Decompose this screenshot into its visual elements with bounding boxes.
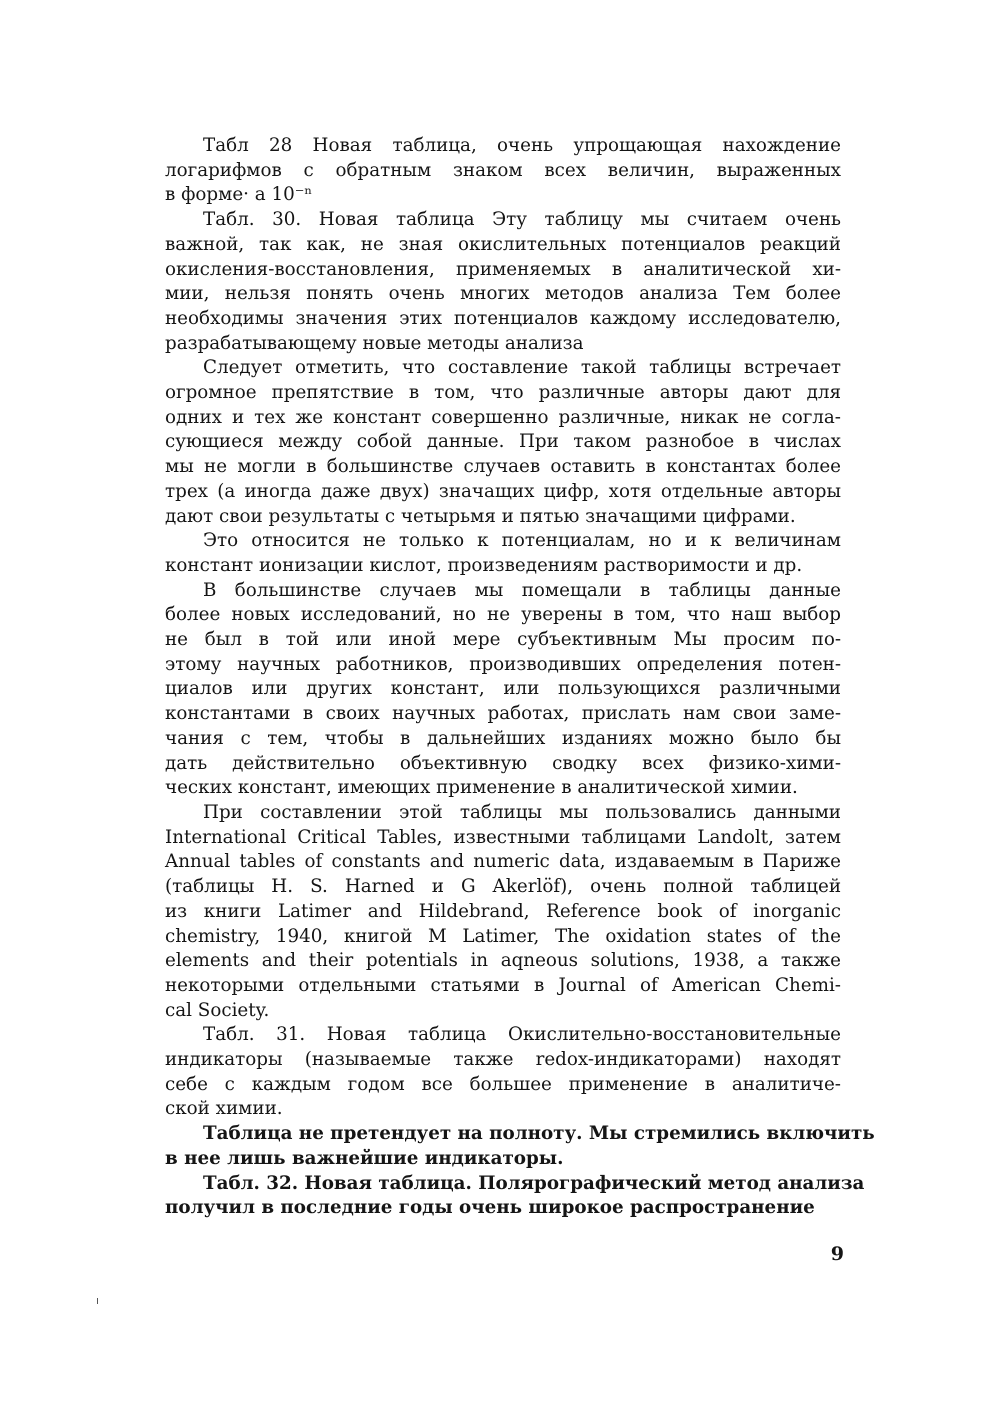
paragraph — [165, 208, 841, 356]
text-line: В большинстве случаев мы помещали в таблицы данные — [203, 579, 841, 601]
text-line: дать действительно объективную сводку всех физико-хими- — [165, 752, 841, 774]
text-line: важной, так как, не зная окислительных потенциалов реакций — [165, 233, 841, 255]
text-line: При составлении этой таблицы мы пользовались данными — [203, 801, 841, 823]
text-line: из книги Latimer and Hildebrand, Reference book of inorganic — [165, 900, 841, 922]
paragraph — [165, 1122, 875, 1171]
margin-mark — [97, 1298, 98, 1304]
text-line: (таблицы H. S. Harned и G Akerlöf), очень полной таблицей — [165, 876, 841, 898]
text-line: констант ионизации кислот, произведениям растворимости и др. — [165, 554, 803, 576]
paragraph — [165, 1172, 865, 1221]
text-line: мии, нельзя понять очень многих методов анализа Тем более — [165, 283, 841, 305]
text-line: мы не могли в большинстве случаев оставить в константах более — [165, 456, 841, 478]
text-line: индикаторы (называемые также redox-индикаторами) находят — [165, 1049, 841, 1071]
text-line: более новых исследований, но не уверены в том, что наш выбор — [165, 604, 841, 626]
text-line: некоторыми отдельными статьями в Journal of American Chemi- — [165, 974, 841, 996]
text-line: International Critical Tables, известными таблицами Landolt, затем — [165, 826, 841, 848]
text-line: дают свои результаты с четырьмя и пятью значащими цифрами. — [165, 505, 796, 527]
text-line: ческих констант, имеющих применение в аналитической химии. — [165, 777, 798, 799]
text-line: логарифмов с обратным знаком всех величин, выраженных — [165, 159, 841, 181]
text-line: одних и тех же констант совершенно различные, никак не согла- — [165, 406, 841, 428]
text-line: огромное препятствие в том, что различные авторы дают для — [165, 382, 841, 404]
text-line: Табл. 32. Новая таблица. Полярографический метод анализа — [203, 1172, 865, 1194]
text-line: чания с тем, чтобы в дальнейших изданиях можно было бы — [165, 727, 841, 749]
paragraph — [165, 134, 841, 208]
text-line: циалов или других констант, или пользующихся различными — [165, 678, 841, 700]
text-line: этому научных работников, производивших определения потен- — [165, 653, 841, 675]
body-text — [165, 134, 875, 1221]
text-line: в форме· a 10⁻ⁿ — [165, 184, 313, 206]
text-line: получил в последние годы очень широкое распространение — [165, 1197, 815, 1219]
text-line: ской химии. — [165, 1098, 283, 1120]
text-line: не был в той или иной мере субъективным Мы просим по- — [165, 629, 841, 651]
text-line: сующиеся между собой данные. При таком разнобое в числах — [165, 431, 841, 453]
text-line: Табл. 30. Новая таблица Эту таблицу мы считаем очень — [203, 209, 841, 231]
text-line: elements and their potentials in aqneous solutions, 1938, а также — [165, 950, 841, 972]
text-line: в нее лишь важнейшие индикаторы. — [165, 1147, 564, 1169]
text-line: Это относится не только к потенциалам, но и к величинам — [203, 530, 841, 552]
text-line: окисления-восстановления, применяемых в аналитической хи- — [165, 258, 841, 280]
text-line: необходимы значения этих потенциалов каждому исследователю, — [165, 307, 841, 329]
text-line: разрабатывающему новые методы анализа — [165, 332, 584, 354]
text-line: константами в своих научных работах, прислать нам свои заме- — [165, 703, 841, 725]
text-line: Таблица не претендует на полноту. Мы стремились включить — [203, 1123, 875, 1145]
text-line: chemistry, 1940, книгой M Latimer, The oxidation states of the — [165, 925, 841, 947]
paragraph — [165, 356, 841, 529]
paragraph — [165, 801, 841, 1023]
text-line: Следует отметить, что составление такой таблицы встречает — [203, 357, 841, 379]
text-line: трех (а иногда даже двух) значащих цифр, хотя отдельные авторы — [165, 480, 841, 502]
text-line: Annual tables of constants and numeric data, издаваемым в Париже — [165, 851, 841, 873]
text-line: Табл. 31. Новая таблица Окислительно-восстановительные — [203, 1024, 841, 1046]
text-line: cal Society. — [165, 999, 270, 1021]
text-line: себе с каждым годом все большее применение в аналитиче- — [165, 1073, 841, 1095]
page-number: 9 — [830, 1243, 844, 1265]
paragraph — [165, 579, 841, 801]
paragraph — [165, 529, 841, 578]
paragraph — [165, 1023, 841, 1122]
text-line: Табл 28 Новая таблица, очень упрощающая нахождение — [203, 135, 841, 156]
